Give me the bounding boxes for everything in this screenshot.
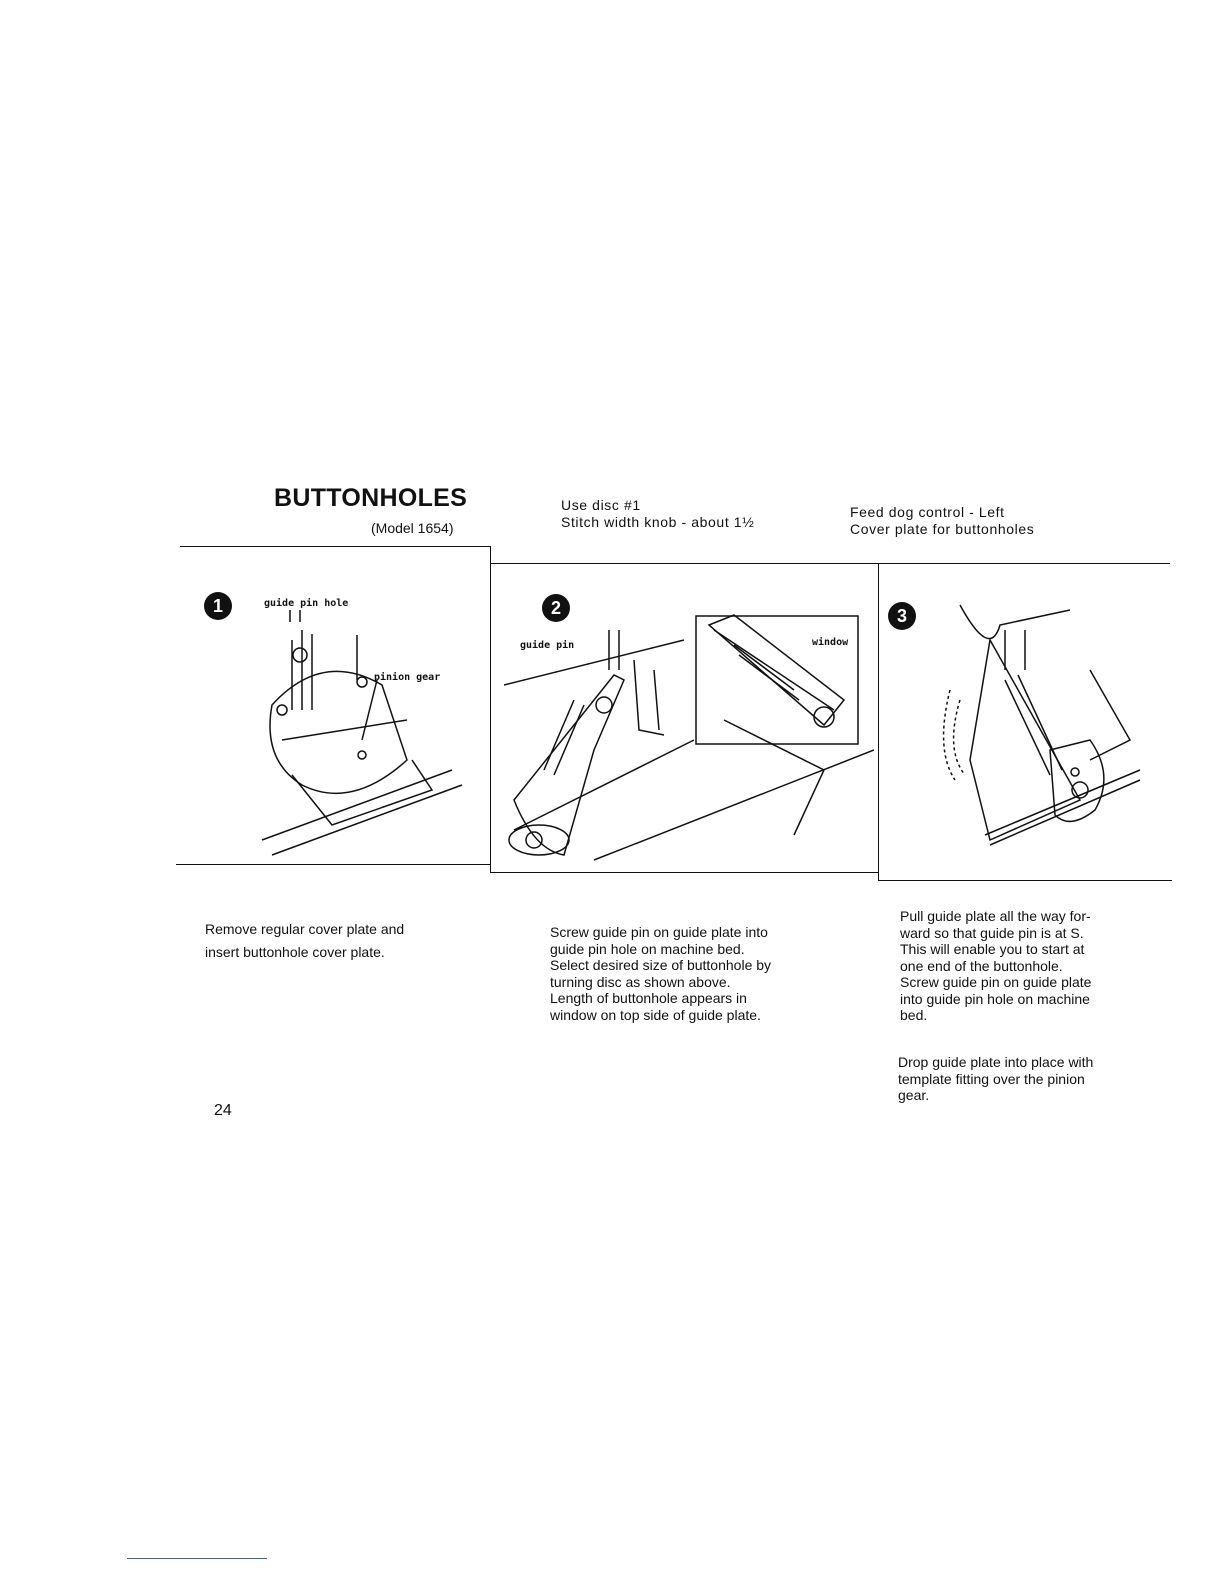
label-pinion-gear: pinion gear bbox=[374, 672, 441, 683]
text-line: guide pin hole on machine bed. bbox=[550, 940, 745, 957]
text-line: into guide pin hole on machine bbox=[900, 990, 1090, 1007]
footer-line bbox=[127, 1558, 267, 1559]
label-guide-pin: guide pin bbox=[520, 640, 575, 651]
text-line: Remove regular cover plate and bbox=[205, 921, 405, 937]
top-rule-right bbox=[490, 563, 1170, 564]
panel-divider-1 bbox=[490, 546, 491, 872]
text-line: Screw guide pin on guide plate bbox=[900, 974, 1092, 990]
text-line: bed. bbox=[900, 1007, 928, 1023]
step-2-text bbox=[550, 924, 771, 1023]
label-guide-pin-hole: guide pin hole bbox=[264, 598, 349, 609]
text-line: ward so that guide pin is at S. bbox=[900, 924, 1084, 941]
panel-divider-2 bbox=[878, 563, 879, 880]
text-line: This will enable you to start at bbox=[900, 941, 1085, 957]
text-line: Drop guide plate into place with bbox=[898, 1054, 1094, 1070]
page-title: BUTTONHOLES bbox=[274, 484, 468, 512]
settings-line: Feed dog control - Left bbox=[850, 504, 1005, 520]
step-1-text bbox=[205, 918, 404, 964]
model-number: (Model 1654) bbox=[371, 520, 454, 536]
settings-col-2 bbox=[561, 497, 754, 531]
step-badge-2: 2 bbox=[542, 594, 570, 622]
cover-plate-illustration bbox=[232, 610, 482, 860]
settings-col-3 bbox=[850, 504, 1034, 538]
step-badge-3: 3 bbox=[888, 602, 916, 630]
text-line: template fitting over the pinion bbox=[898, 1070, 1085, 1087]
text-line: one end of the buttonhole. bbox=[900, 957, 1063, 974]
step-3-text bbox=[900, 908, 1091, 1024]
text-line: insert buttonhole cover plate. bbox=[205, 944, 385, 960]
bottom-rule-left bbox=[176, 864, 490, 865]
label-window: window bbox=[812, 637, 849, 648]
settings-line: Cover plate for buttonholes bbox=[850, 521, 1035, 537]
settings-line: Use disc #1 bbox=[561, 497, 641, 513]
settings-line: Stitch width knob - about 1½ bbox=[561, 514, 755, 530]
text-line: turning disc as shown above. bbox=[550, 973, 731, 990]
text-line: Select desired size of buttonhole by bbox=[550, 957, 772, 973]
bottom-rule-mid bbox=[490, 872, 878, 873]
text-line: gear. bbox=[898, 1087, 930, 1103]
step-badge-1: 1 bbox=[204, 592, 232, 620]
guide-plate-installed-illustration bbox=[930, 600, 1170, 850]
top-rule-left bbox=[180, 546, 490, 547]
bottom-rule-right bbox=[878, 880, 1172, 881]
text-line: Pull guide plate all the way for- bbox=[900, 908, 1091, 924]
page-number: 24 bbox=[214, 1102, 232, 1119]
text-line: Length of buttonhole appears in bbox=[550, 990, 747, 1006]
guide-plate-illustration bbox=[494, 600, 874, 868]
step-3-text-continued bbox=[898, 1054, 1093, 1104]
text-line: window on top side of guide plate. bbox=[550, 1006, 761, 1023]
text-line: Screw guide pin on guide plate into bbox=[550, 924, 768, 940]
